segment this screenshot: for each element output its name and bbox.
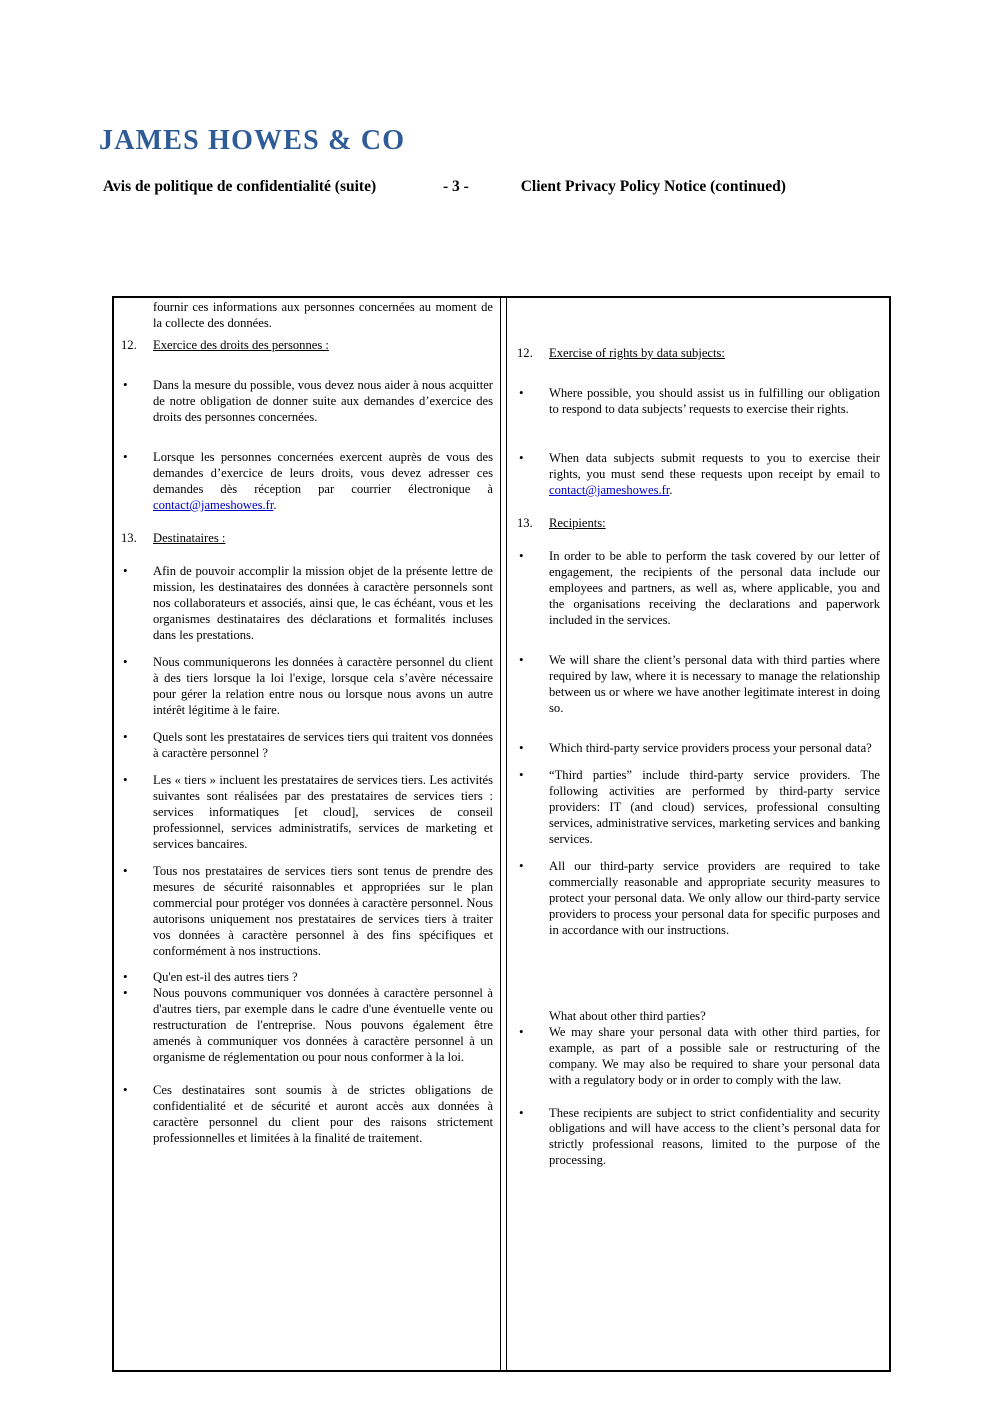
list-item-text: Afin de pouvoir accomplir la mission objet de la présente lettre de mission, les destinataires des données à caractère personnels sont nos collaborateurs et associés, ainsi que, le cas échéant, vous et les organismes destinataires des déclarations et formalités incluses dans les prestations. xyxy=(153,563,493,642)
list-item xyxy=(119,655,493,719)
list-item-text: Lorsque les personnes concernées exercent auprès de vous des demandes d’exercice de leurs droits, vous devez adresser ces demandes dès réception par courrier électronique à xyxy=(153,449,493,496)
list-item xyxy=(515,741,880,757)
list-item-text: Which third-party service providers process your personal data? xyxy=(549,740,872,755)
list-item-text: Tous nos prestataires de services tiers sont tenus de prendre des mesures de sécurité raisonnables et appropriées sur le plan commercial pour protéger vos données à caractère personnel. Nous autorisons uniquement nos prestataires de services tiers à traiter vos données à caractère personnel à des fins spécifiques et conformément à nos instructions. xyxy=(153,863,493,958)
bullet-icon: • xyxy=(519,766,524,782)
list-item xyxy=(515,549,880,629)
list-item-text: Nous pouvons communiquer vos données à caractère personnel à d'autres tiers, par exemple dans le cadre d'une éventuelle vente ou restructuration de l'entreprise. Nous pouvons également être amenés à communiquer vos données à caractère personnel à un organisme de réglementation ou pour nous conformer à la loi. xyxy=(153,986,493,1065)
bullet-icon: • xyxy=(519,384,524,400)
list-item xyxy=(119,730,493,762)
list-item xyxy=(119,378,493,426)
bullet-icon: • xyxy=(519,739,524,755)
section-12-number-fr: 12. xyxy=(121,337,137,352)
section-13-title-en: Recipients: xyxy=(549,515,606,530)
section-13-heading-fr xyxy=(119,531,493,547)
bullet-icon: • xyxy=(123,969,128,985)
list-item xyxy=(119,773,493,853)
list-item-text: In order to be able to perform the task covered by our letter of engagement, the recipients of the personal data include our employees and partners, as well as, where applicable, you and the organisations receiving the declarations and paperwork included in the services. xyxy=(549,548,880,627)
page-number-marker: - 3 - xyxy=(443,178,469,195)
list-item xyxy=(119,450,493,514)
list-item-text: Dans la mesure du possible, vous devez nous aider à nous acquitter de notre obligation de donner suite aux demandes d’exercice des droits des personnes concernées. xyxy=(153,377,493,424)
list-item xyxy=(515,1106,880,1170)
bullet-icon: • xyxy=(519,651,524,667)
english-column xyxy=(507,298,889,1370)
list-item-text: When data subjects submit requests to you to exercise their rights, you must send these requests upon receipt by email to xyxy=(549,450,880,481)
email-link-contact-fr[interactable]: contact@jameshowes.fr xyxy=(153,497,274,512)
list-item xyxy=(515,768,880,848)
list-item xyxy=(515,859,880,939)
list-item-text: All our third-party service providers are required to take commercially reasonable and appropriate security measures to protect your personal data. We only allow our third-party service providers to process your personal data for specific purposes and in accordance with our instructions. xyxy=(549,858,880,937)
list-item xyxy=(119,1083,493,1147)
document-subtitle-row xyxy=(103,178,893,196)
list-item xyxy=(515,1025,880,1089)
section-12-title-en: Exercise of rights by data subjects: xyxy=(549,346,725,360)
section-13-title-fr: Destinataires : xyxy=(153,530,226,545)
list-item-text: Where possible, you should assist us in fulfilling our obligation to respond to data subjects’ requests to exercise their rights. xyxy=(549,385,880,416)
list-item-tail: . xyxy=(273,497,277,512)
subtitle-french: Avis de politique de confidentialité (suite) xyxy=(103,178,377,195)
bullet-icon: • xyxy=(123,653,128,669)
bullet-icon: • xyxy=(519,1023,524,1039)
list-item-text: What about other third parties? xyxy=(549,1008,706,1023)
list-item xyxy=(515,1009,880,1025)
bullet-icon: • xyxy=(123,985,128,1001)
firm-name: JAMES HOWES & CO xyxy=(99,125,406,156)
list-item xyxy=(119,564,493,644)
list-item xyxy=(119,970,493,986)
list-item xyxy=(515,386,880,418)
list-item xyxy=(515,451,880,499)
list-item-text: Qu'en est-il des autres tiers ? xyxy=(153,970,298,985)
section-13-number-en: 13. xyxy=(517,515,533,530)
french-column xyxy=(114,298,501,1370)
list-item-text: We will share the client’s personal data with third parties where required by law, where it is necessary to manage the relationship between us or where we have another legitimate interest in doing so. xyxy=(549,652,880,715)
list-item-tail: . xyxy=(669,482,673,497)
list-item xyxy=(119,864,493,960)
continuation-paragraph-fr: fournir ces informations aux personnes concernées au moment de la collecte des données. xyxy=(153,300,493,330)
bilingual-policy-table xyxy=(112,296,891,1372)
letterhead xyxy=(99,126,899,157)
list-item-text: Les « tiers » incluent les prestataires de services tiers. Les activités suivantes sont réalisées par des prestataires de services tiers : services informatiques [et cloud], services de conseil professionnel, services administratifs, services de marketing et services bancaires. xyxy=(153,772,493,851)
bullet-icon: • xyxy=(519,857,524,873)
bullet-icon: • xyxy=(123,448,128,464)
bullet-icon: • xyxy=(123,376,128,392)
section-13-number-fr: 13. xyxy=(121,530,137,545)
list-item xyxy=(515,653,880,717)
bullet-icon: • xyxy=(123,1082,128,1098)
list-item-text: “Third parties” include third-party service providers. The following activities are performed by third-party service providers: IT (and cloud) services, professional consulting services, administrative services, marketing services and banking services. xyxy=(549,767,880,846)
email-link-contact-en[interactable]: contact@jameshowes.fr xyxy=(549,482,670,497)
list-item-text: Nous communiquerons les données à caractère personnel du client à des tiers lorsque la loi l'exige, lorsque cela s’avère nécessaire pour gérer la relation entre nous ou lorsque nous avons un autre intérêt légitime à le faire. xyxy=(153,654,493,717)
section-12-title-fr: Exercice des droits des personnes : xyxy=(153,337,329,352)
bullet-icon: • xyxy=(123,771,128,787)
list-item-text: These recipients are subject to strict confidentiality and security obligations and will have access to the client’s personal data for strictly professional reasons, limited to the purpose of the processing. xyxy=(549,1105,880,1168)
bullet-icon: • xyxy=(519,1104,524,1120)
section-12-heading-fr xyxy=(119,338,493,354)
section-12-heading-en xyxy=(515,346,880,362)
list-item-text: Ces destinataires sont soumis à de strictes obligations de confidentialité et de sécurité et auront accès aux données à caractère personnel du client pour des raisons strictement professionnelles et limitées à la finalité de traitement. xyxy=(153,1083,493,1146)
bullet-icon: • xyxy=(123,562,128,578)
subtitle-english: Client Privacy Policy Notice (continued) xyxy=(520,178,786,195)
list-item xyxy=(119,986,493,1066)
bullet-icon: • xyxy=(519,449,524,465)
bullet-icon: • xyxy=(123,728,128,744)
list-item-text: We may share your personal data with other third parties, for example, as part of a possible sale or restructuring of the company. We may also be required to share your personal data with a regulatory body or in order to comply with the law. xyxy=(549,1024,880,1087)
section-13-heading-en xyxy=(515,516,880,532)
bullet-icon: • xyxy=(519,547,524,563)
section-12-number-en: 12. xyxy=(517,346,533,360)
list-item-text: Quels sont les prestataires de services tiers qui traitent vos données à caractère personnel ? xyxy=(153,729,493,760)
bullet-icon: • xyxy=(123,862,128,878)
